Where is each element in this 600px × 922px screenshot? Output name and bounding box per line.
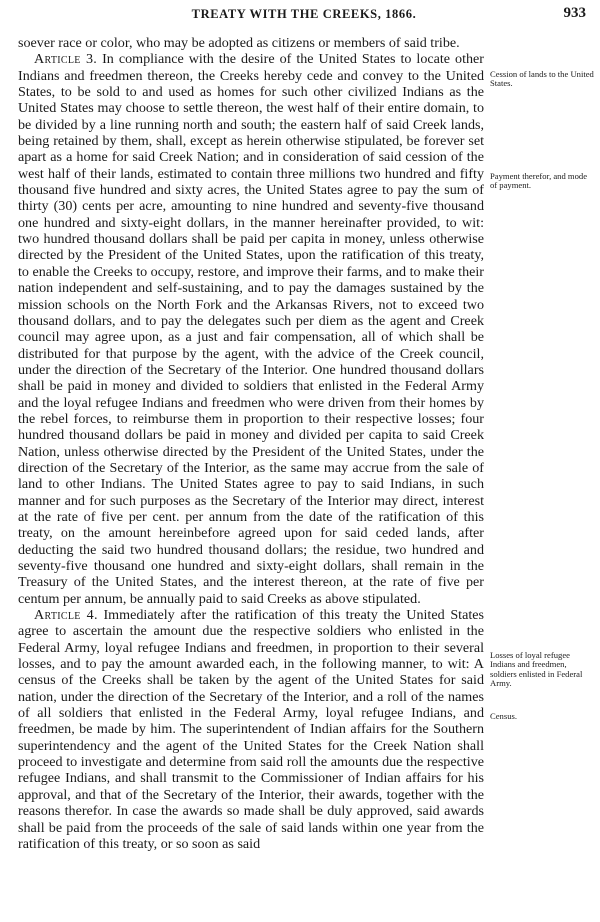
page-number: 933 bbox=[563, 5, 586, 21]
article-3-label: Article 3. bbox=[34, 51, 98, 68]
article-4-label: Article 4. bbox=[34, 607, 98, 624]
article-4-paragraph bbox=[18, 607, 484, 852]
article-3-text: In compliance with the desire of the United States to locate other Indians and freedmen thereon, the Creeks hereby cede and convey to the United States, to be sold to and used as homes for such other civilized Indians as the United States may choose to settle thereon, the west half of their entire domain, to be divided by a line running north and south; the eastern half of said Creek lands, being retained by them, shall, except as herein otherwise stipulated, be forever set apart as a home for said Creek Nation; and in consideration of said cession of the west half of their lands, estimated to contain three millions two hundred and fifty thousand five hundred and sixty acres, the United States agree to pay the sum of thirty (30) cents per acre, amounting to nine hundred and seventy-five thousand one hundred and sixty-eight dollars, in the manner hereinafter provided, to wit: two hundred thousand dollars shall be paid per capita in money, unless otherwise directed by the President of the United States, upon the ratification of this treaty, to enable the Creeks to occupy, restore, and improve their farms, and to make their nation independent and self-sustaining, and to pay the damages sustained by the mission schools on the North Fork and the Arkansas Rivers, not to exceed two thousand dollars, and to pay the delegates such per diem as the agent and Creek council may agree upon, as a just and fair compensation, all of which shall be distributed for that purpose by the agent, with the advice of the Creek council, under the direction of the Secretary of the Interior. One hundred thousand dollars shall be paid in money and divided to soldiers that enlisted in the Federal Army and the loyal refugee Indians and freedmen who were driven from their homes by the rebel forces, to reimburse them in proportion to their respective losses; four hundred thousand dollars be paid in money and divided per capita to said Creek Nation, unless otherwise directed by the President of the United States, under the direction of the Secretary of the Interior, as the same may accrue from the sale of land to other Indians. The United States agree to pay to said Indians, in such manner and for such purposes as the Secretary of the Interior may direct, interest at the rate of five per cent. per annum from the date of the ratification of this treaty, on the amount hereinbefore agreed upon for said ceded lands, after deducting the said two hundred thousand dollars; the residue, two hundred and seventy-five thousand one hundred and sixty-eight dollars, shall remain in the Treasury of the United States, and the interest thereon, at the rate of five per centum per annum, be annually paid to said Creeks as above stipulated. bbox=[18, 51, 484, 607]
running-header bbox=[18, 6, 590, 26]
intro-paragraph: soever race or color, who may be adopted as citizens or members of said tribe. bbox=[18, 35, 460, 51]
margin-note-payment: Payment therefor, and mode of payment. bbox=[490, 171, 588, 191]
article-4-text: Immediately after the ratification of this treaty the United States agree to ascertain the amount due the respective soldiers who enlisted in the Federal Army, loyal refugee Indians and freedmen, in proportion to their several losses, and to pay the amount awarded each, in the following manner, to wit: A census of the Creeks shall be taken by the agent of the United States for said nation, under the direction of the Secretary of the Interior, and a roll of the names of all soldiers that enlisted in the Federal Army, loyal refugee Indians, and freedmen, be made by him. The superintendent of Indian affairs for the Southern superintendency and the agent of the United States for the Creek Nation shall proceed to investigate and determine from said roll the amounts due the respective refugee Indians, and shall transmit to the Commissioner of Indian affairs for his approval, and that of the Secretary of the Interior, their awards, together with the reasons therefor. In case the awards so made shall be duly approved, said awards shall be paid from the proceeds of the sale of said lands within one year from the ratification of this treaty, or so soon as said bbox=[18, 607, 484, 852]
margin-note-losses: Losses of loyal refugee Indians and freedmen, soldiers enlisted in Federal Army. bbox=[490, 650, 583, 689]
margin-note-census: Census. bbox=[490, 711, 517, 721]
main-text-column bbox=[18, 35, 484, 852]
margin-note-cession: Cession of lands to the United States. bbox=[490, 69, 594, 89]
running-title: TREATY WITH THE CREEKS, 1866. bbox=[191, 7, 417, 21]
article-3-paragraph bbox=[18, 51, 484, 607]
